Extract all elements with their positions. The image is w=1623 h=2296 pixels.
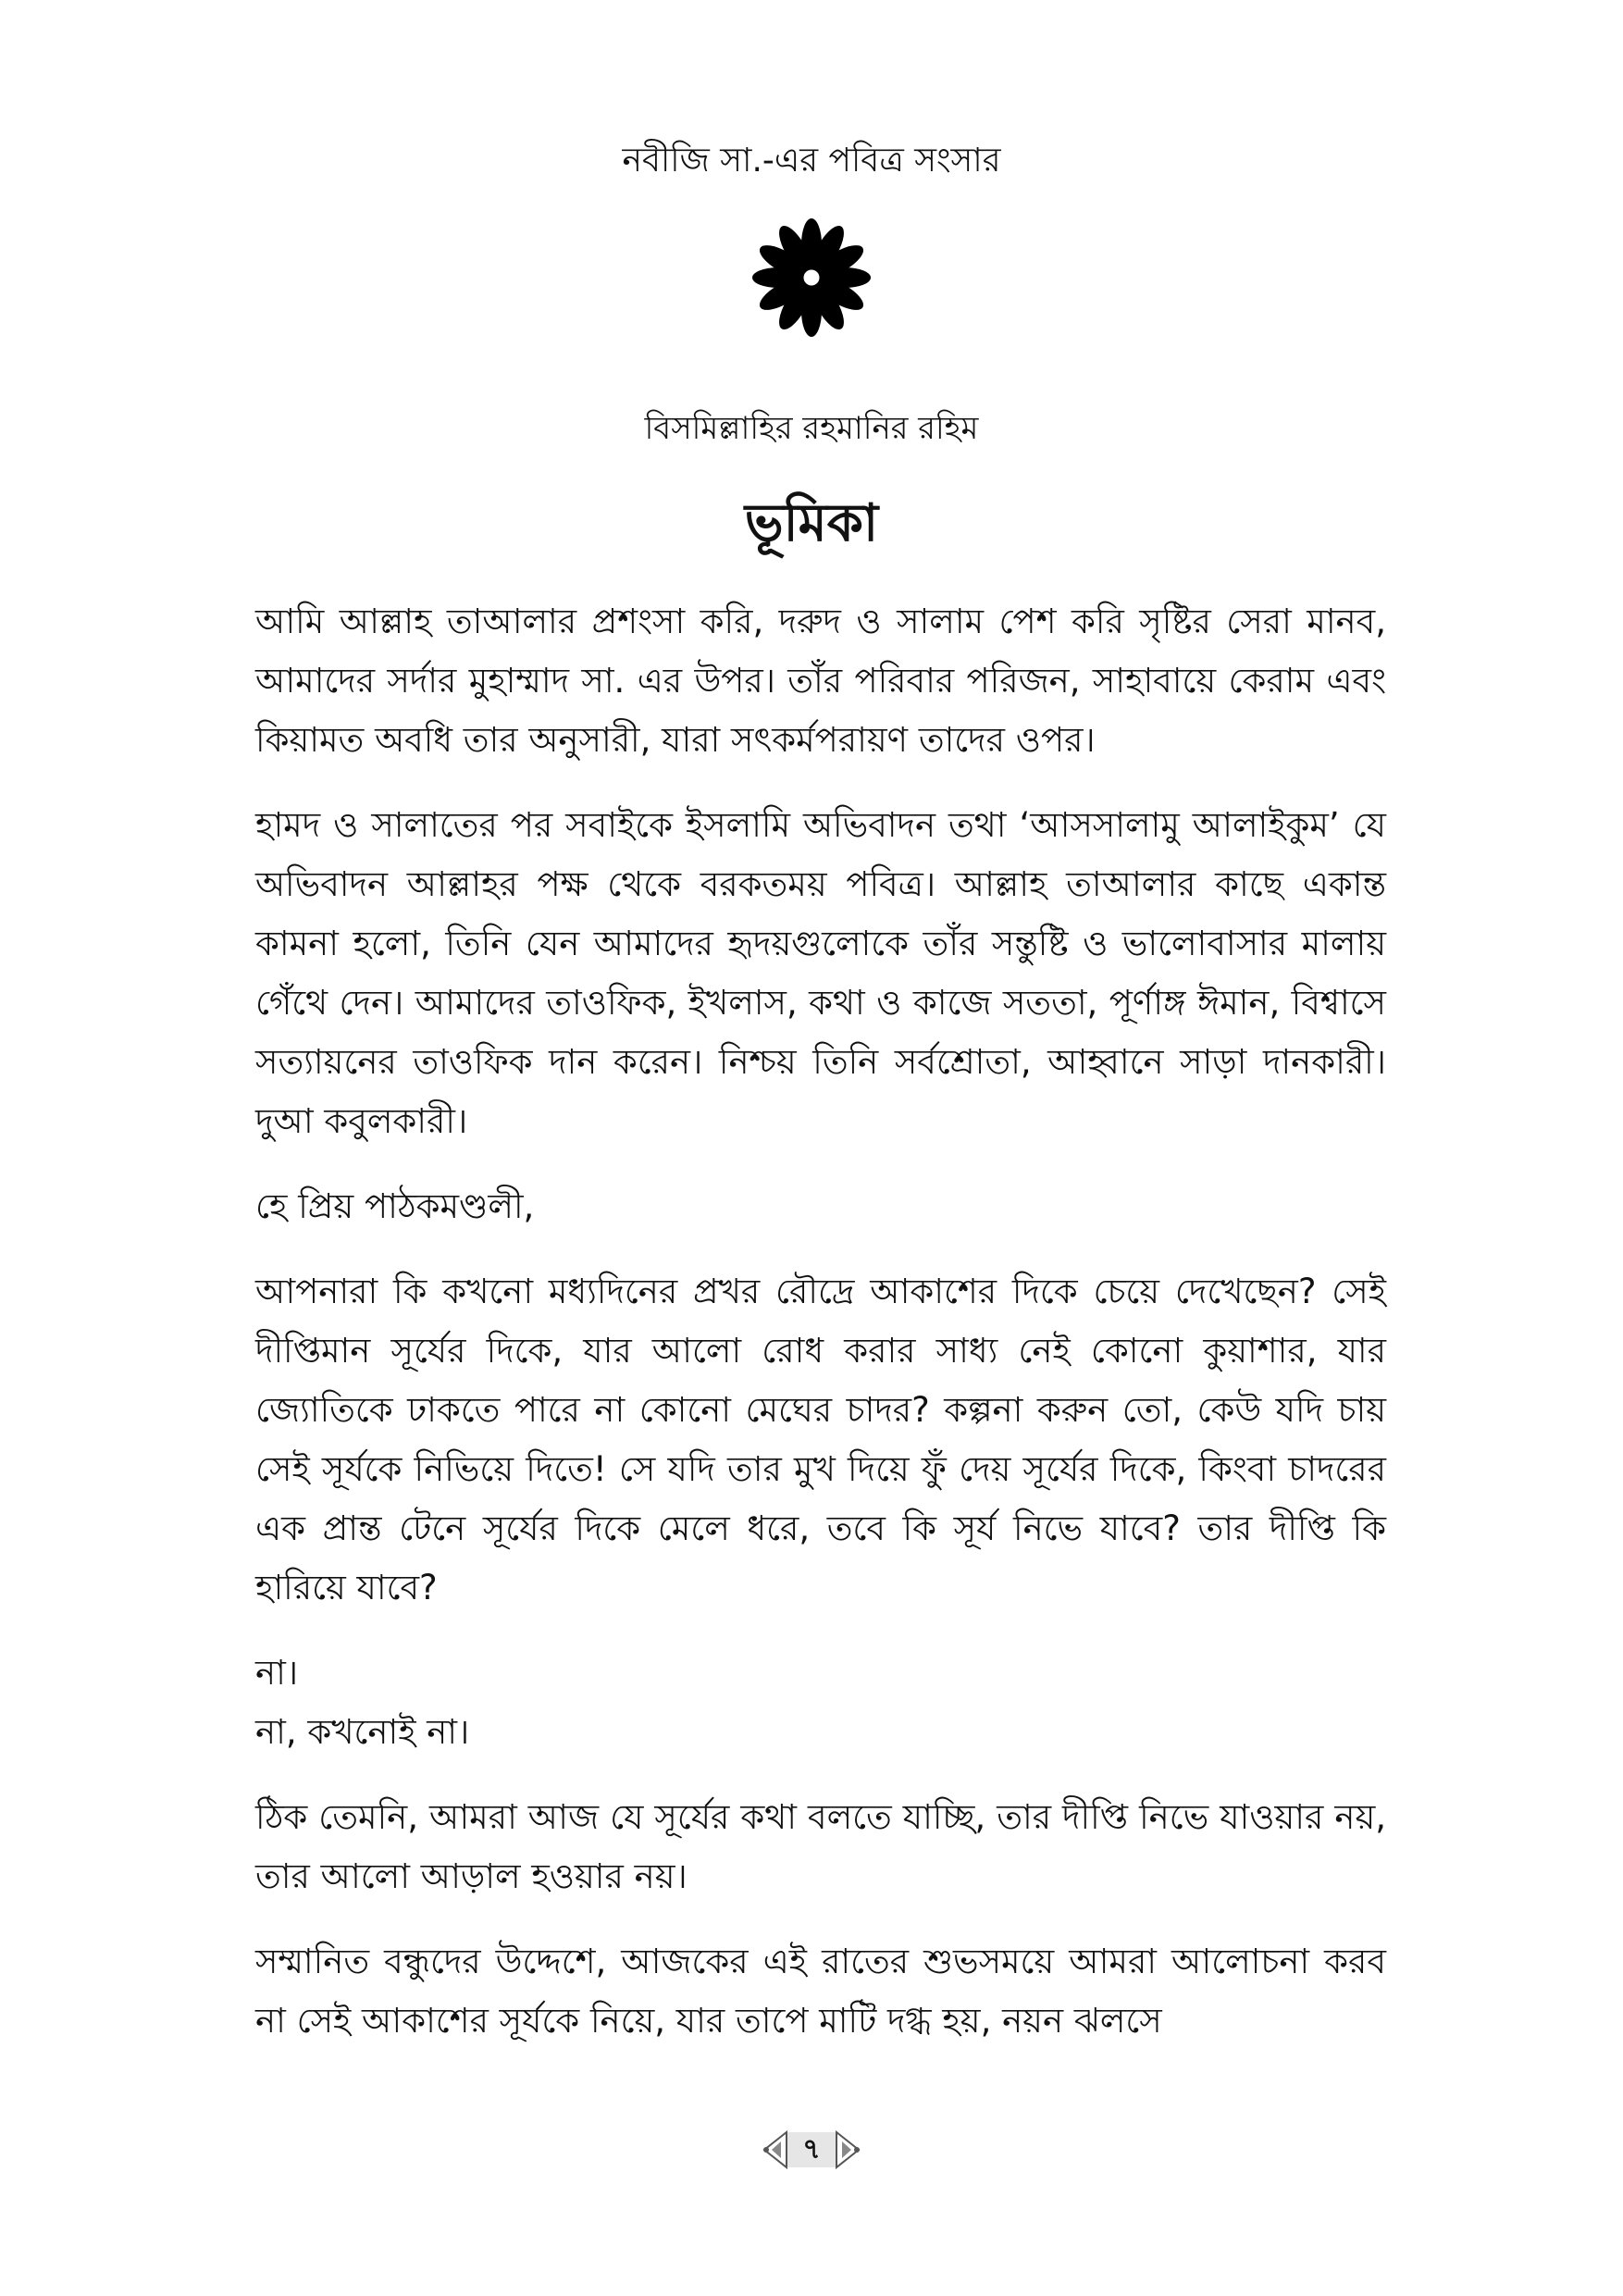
flower-ornament-icon [751,217,872,338]
paragraph-no: না। [255,1653,299,1693]
paragraph-likewise: ঠিক তেমনি, আমরা আজ যে সূর্যের কথা বলতে যাচ্ছি, তার দীপ্তি নিভে যাওয়ার নয়, তার আলো আড়াল হওয়ার নয়। [255,1797,1386,1896]
page-number-badge [759,2125,864,2175]
paragraph-address: হে প্রিয় পাঠকমণ্ডলী, [255,1186,535,1226]
paragraph-greeting: হামদ ও সালাতের পর সবাইকে ইসলামি অভিবাদন তথা ‘আসসালামু আলাইকুম’ যে অভিবাদন আল্লাহর পক্ষ থেকে বরকতময় পবিত্র। আল্লাহ তাআলার কাছে একান্ত কামনা হলো, তিনি যেন আমাদের হৃদয়গুলোকে তাঁর সন্তুষ্টি ও ভালোবাসার মালায় গেঁথে দেন। আমাদের তাওফিক, ইখলাস, কথা ও কাজে সততা, পূর্ণাঙ্গ ঈমান, বিশ্বাসে সত্যায়নের তাওফিক দান করেন। নিশ্চয় তিনি সর্বশ্রোতা, আহ্বানে সাড়া দানকারী। দুআ কবুলকারী। [255,805,1386,1141]
paragraph-never: না, কখনোই না। [255,1712,470,1752]
page-footer [0,2125,1623,2177]
page-number: ৭ [802,2133,821,2166]
paragraph-honored-friends: সম্মানিত বন্ধুদের উদ্দেশে, আজকের এই রাতের শুভসময়ে আমরা আলোচনা করব না সেই আকাশের সূর্যকে নিয়ে, যার তাপে মাটি দগ্ধ হয়, নয়ন ঝলসে [255,1942,1386,2041]
page-title: ভূমিকা [744,493,879,553]
running-header: নবীজি সা.-এর পবিত্র সংসার [622,142,1001,180]
paragraph-praise: আমি আল্লাহ তাআলার প্রশংসা করি, দরুদ ও সালাম পেশ করি সৃষ্টির সেরা মানব, আমাদের সর্দার মুহাম্মাদ সা. এর উপর। তাঁর পরিবার পরিজন, সাহাবায়ে কেরাম এবং কিয়ামত অবধি তার অনুসারী, যারা সৎকর্মপরায়ণ তাদের ওপর। [255,602,1386,760]
basmala: বিসমিল্লাহির রহমানির রহিম [644,410,979,447]
body-text [255,592,1386,2077]
paragraph-sun-question: আপনারা কি কখনো মধ্যদিনের প্রখর রৌদ্রে আকাশের দিকে চেয়ে দেখেছেন? সেই দীপ্তিমান সূর্যের দিকে, যার আলো রোধ করার সাধ্য নেই কোনো কুয়াশার, যার জ্যোতিকে ঢাকতে পারে না কোনো মেঘের চাদর? কল্পনা করুন তো, কেউ যদি চায় সেই সূর্যকে নিভিয়ে দিতে! সে যদি তার মুখ দিয়ে ফুঁ দেয় সূর্যের দিকে, কিংবা চাদরের এক প্রান্ত টেনে সূর্যের দিকে মেলে ধরে, তবে কি সূর্য নিভে যাবে? তার দীপ্তি কি হারিয়ে যাবে? [255,1272,1386,1607]
